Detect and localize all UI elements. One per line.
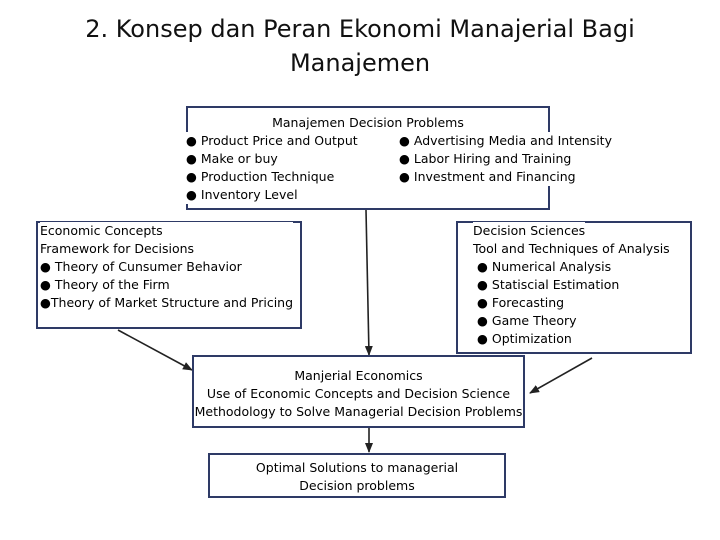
list-item: ● Investment and Financing [399, 169, 576, 184]
list-item: ●Theory of Market Structure and Pricing [40, 295, 294, 310]
list-item: ● Production Technique [186, 169, 335, 184]
list-item: ● Product Price and Output [186, 133, 358, 148]
decision-problems-left-list [186, 132, 358, 204]
decision-sciences-heading: Decision Sciences [473, 223, 586, 238]
arrow-problems-to-managerial [366, 210, 369, 355]
decision-problems-heading: Manajemen Decision Problems [272, 115, 464, 130]
decision-problems-right-list [399, 132, 612, 186]
managerial-economics-box [192, 355, 525, 428]
list-item: ● Game Theory [477, 313, 577, 328]
managerial-economics-line: Use of Economic Concepts and Decision Science [206, 386, 511, 401]
managerial-economics-heading: Manjerial Economics [294, 368, 423, 383]
title-line-2: Manajemen [289, 49, 431, 77]
list-item: ● Labor Hiring and Training [399, 151, 572, 166]
arrow-sciences-to-managerial [530, 358, 592, 393]
list-item: Framework for Decisions [40, 241, 195, 256]
list-item: ● Theory of Cunsumer Behavior [40, 259, 242, 274]
managerial-economics-line: Methodology to Solve Managerial Decision Problems [194, 404, 523, 419]
list-item: ● Make or buy [186, 151, 278, 166]
list-item: ● Numerical Analysis [477, 259, 612, 274]
optimal-solutions-line: Optimal Solutions to managerial [255, 460, 459, 475]
list-item: ● Optimization [477, 331, 572, 346]
optimal-solutions-line: Decision problems [299, 478, 415, 493]
list-item: ● Inventory Level [186, 187, 298, 202]
list-item: ● Advertising Media and Intensity [399, 133, 612, 148]
economic-concepts-text [40, 222, 293, 312]
arrow-concepts-to-managerial [118, 330, 192, 370]
optimal-solutions-box [208, 453, 506, 498]
decision-sciences-list [477, 258, 619, 348]
title-line-1: 2. Konsep dan Peran Ekonomi Manajerial Bagi [85, 15, 635, 43]
economic-concepts-heading: Economic Concepts [40, 223, 163, 238]
list-item: ● Theory of the Firm [40, 277, 170, 292]
list-item: ● Statiscial Estimation [477, 277, 620, 292]
decision-sciences-subheading: Tool and Techniques of Analysis [473, 241, 670, 256]
list-item: ● Forecasting [477, 295, 565, 310]
